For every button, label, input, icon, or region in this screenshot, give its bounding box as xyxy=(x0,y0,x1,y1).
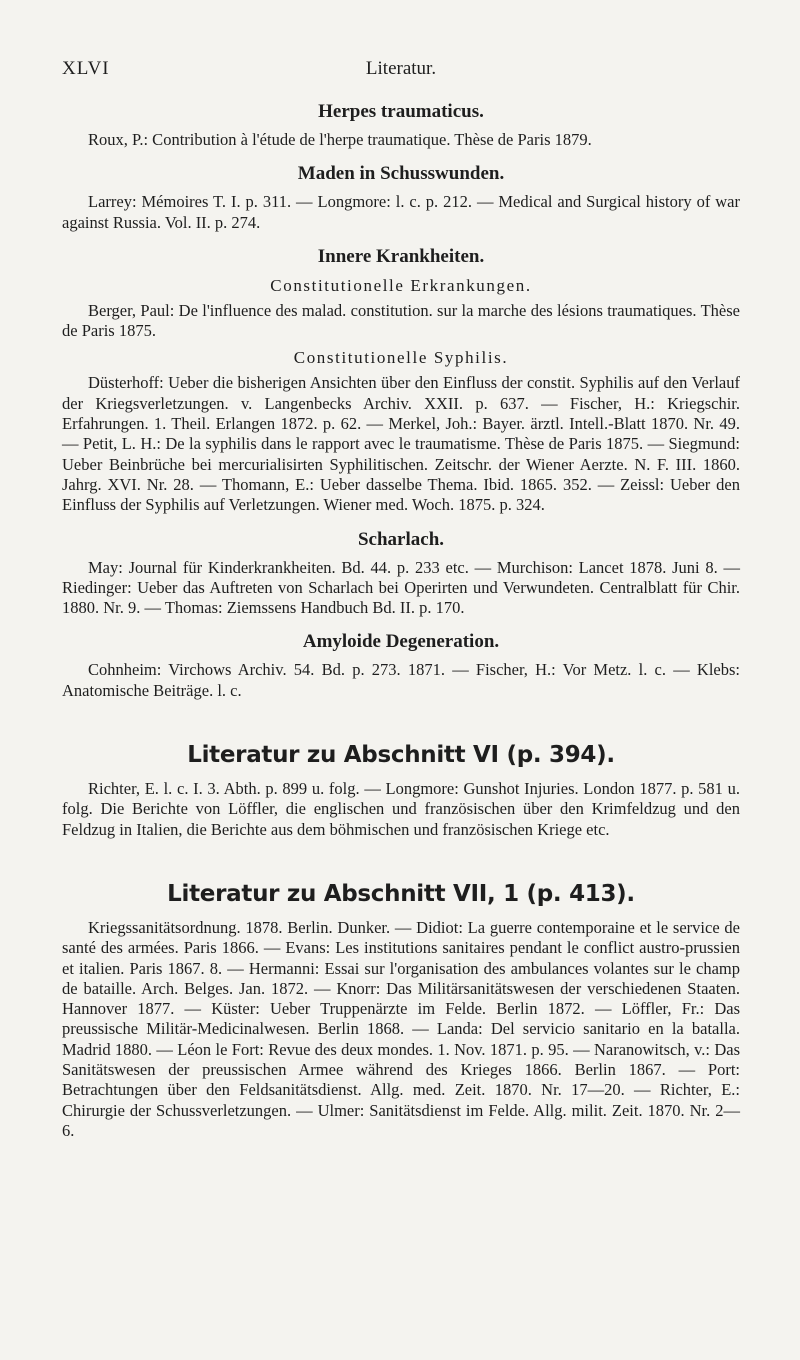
section-heading: Innere Krankheiten. xyxy=(317,245,485,267)
section-heading: Scharlach. xyxy=(357,528,445,550)
section-heading: Herpes traumaticus. xyxy=(318,101,484,122)
section-abschnitt-vii xyxy=(62,880,740,1141)
reference-paragraph: Roux, P.: Contribution à l'étude de l'herpe traumatique. Thèse de Paris 1879. xyxy=(88,130,592,149)
reference-paragraph: Berger, Paul: De l'influence des malad. constitution. sur la marche des lésions traumatiques. Thèse de Paris 1875. xyxy=(62,300,740,341)
subsection-heading: Constitutionelle Syphilis. xyxy=(293,348,509,368)
reference-paragraph: Kriegssanitätsordnung. 1878. Berlin. Dunker. — Didiot: La guerre contemporaine et le service de santé des armées. Paris 1866. — Evans: Les institutions sanitaires pendant le conflict austro-prussien et italien. Paris 1867. 8. — Hermanni: Essai sur l'organisation des ambulances volantes sur le champ de bataille. Arch. Belges. Jan. 1872. — Knorr: Das Militärsanitätswesen der verschiedenen Staaten. Hannover 1877. — Küster: Ueber Truppenärzte im Felde. Berlin 1872. — Löffler, Fr.: Das preussische Militär-Medicinalwesen. Berlin 1868. — Landa: Del servicio sanitario en la batalla. Madrid 1880. — Léon le Fort: Revue des deux mondes. 1. Nov. 1871. p. 95. — Naranowitsch, v.: Das Sanitätswesen der preussischen Armee während des Krieges 1866. Berlin 1867. — Port: Betrachtungen über den Feldsanitätsdienst. Allg. med. Zeit. 1870. Nr. 17—20. — Richter, E.: Chirurgie der Schussverletzungen. — Ulmer: Sanitätsdienst im Felde. Allg. milit. Zeit. 1870. Nr. 2—6. xyxy=(62,917,740,1140)
section-maden xyxy=(62,162,740,233)
subsection-heading: Constitutionelle Erkrankungen. xyxy=(270,275,532,295)
section-herpes xyxy=(62,100,740,150)
section-scharlach xyxy=(62,528,740,619)
page-number: XLVI xyxy=(62,58,110,79)
section-heading: Literatur zu Abschnitt VI (p. 394). xyxy=(187,742,615,769)
reference-paragraph: Düsterhoff: Ueber die bisherigen Ansichten über den Einfluss der constit. Syphilis auf den Verlauf der Kriegsverletzungen. v. Langenbecks Archiv. XXII. p. 637. — Fischer, H.: Kriegschir. Erfahrungen. 1. Theil. Erlangen 1872. p. 62. — Merkel, Joh.: Bayer. ärztl. Intell.-Blatt 1870. Nr. 49. — Petit, L. H.: De la syphilis dans le rapport avec le traumatisme. Thèse de Paris 1875. — Siegmund: Ueber Beinbrüche bei mercurialisirten Syphilitischen. Zeitschr. der Wiener Aerzte. N. F. III. 1860. Jahrg. XVI. Nr. 28. — Thomann, E.: Ueber dasselbe Thema. Ibid. 1865. 352. — Zeissl: Ueber den Einfluss der Syphilis auf Verletzungen. Wiener med. Woch. 1875. p. 324. xyxy=(62,373,740,515)
running-title: Literatur. xyxy=(365,58,437,79)
reference-paragraph: Larrey: Mémoires T. I. p. 311. — Longmore: l. c. p. 212. — Medical and Surgical history of war against Russia. Vol. II. p. 274. xyxy=(62,192,740,232)
section-heading: Maden in Schusswunden. xyxy=(297,163,505,185)
running-head xyxy=(62,58,740,86)
reference-paragraph: Cohnheim: Virchows Archiv. 54. Bd. p. 273. 1871. — Fischer, H.: Vor Metz. l. c. — Klebs: Anatomische Beiträge. l. c. xyxy=(62,660,740,700)
reference-paragraph: Richter, E. l. c. I. 3. Abth. p. 899 u. folg. — Longmore: Gunshot Injuries. London 1877. p. 581 u. folg. Die Berichte von Löffler, die englischen und französischen über den Krimfeldzug und den Feldzug in Italien, die Berichte aus dem böhmischen und französischen Kriege etc. xyxy=(62,779,740,839)
section-innere-krankheiten xyxy=(62,245,740,516)
section-amyloide xyxy=(62,630,740,701)
section-heading: Literatur zu Abschnitt VII, 1 (p. 413). xyxy=(167,880,635,907)
section-heading: Amyloide Degeneration. xyxy=(302,631,500,653)
section-abschnitt-vi xyxy=(62,741,740,840)
reference-paragraph: May: Journal für Kinderkrankheiten. Bd. 44. p. 233 etc. — Murchison: Lancet 1878. Juni 8. — Riedinger: Ueber das Auftreten von Scharlach bei Operirten und Verwundeten. Centralblatt für Chir. 1880. Nr. 9. — Thomas: Ziemssens Handbuch Bd. II. p. 170. xyxy=(62,557,740,618)
